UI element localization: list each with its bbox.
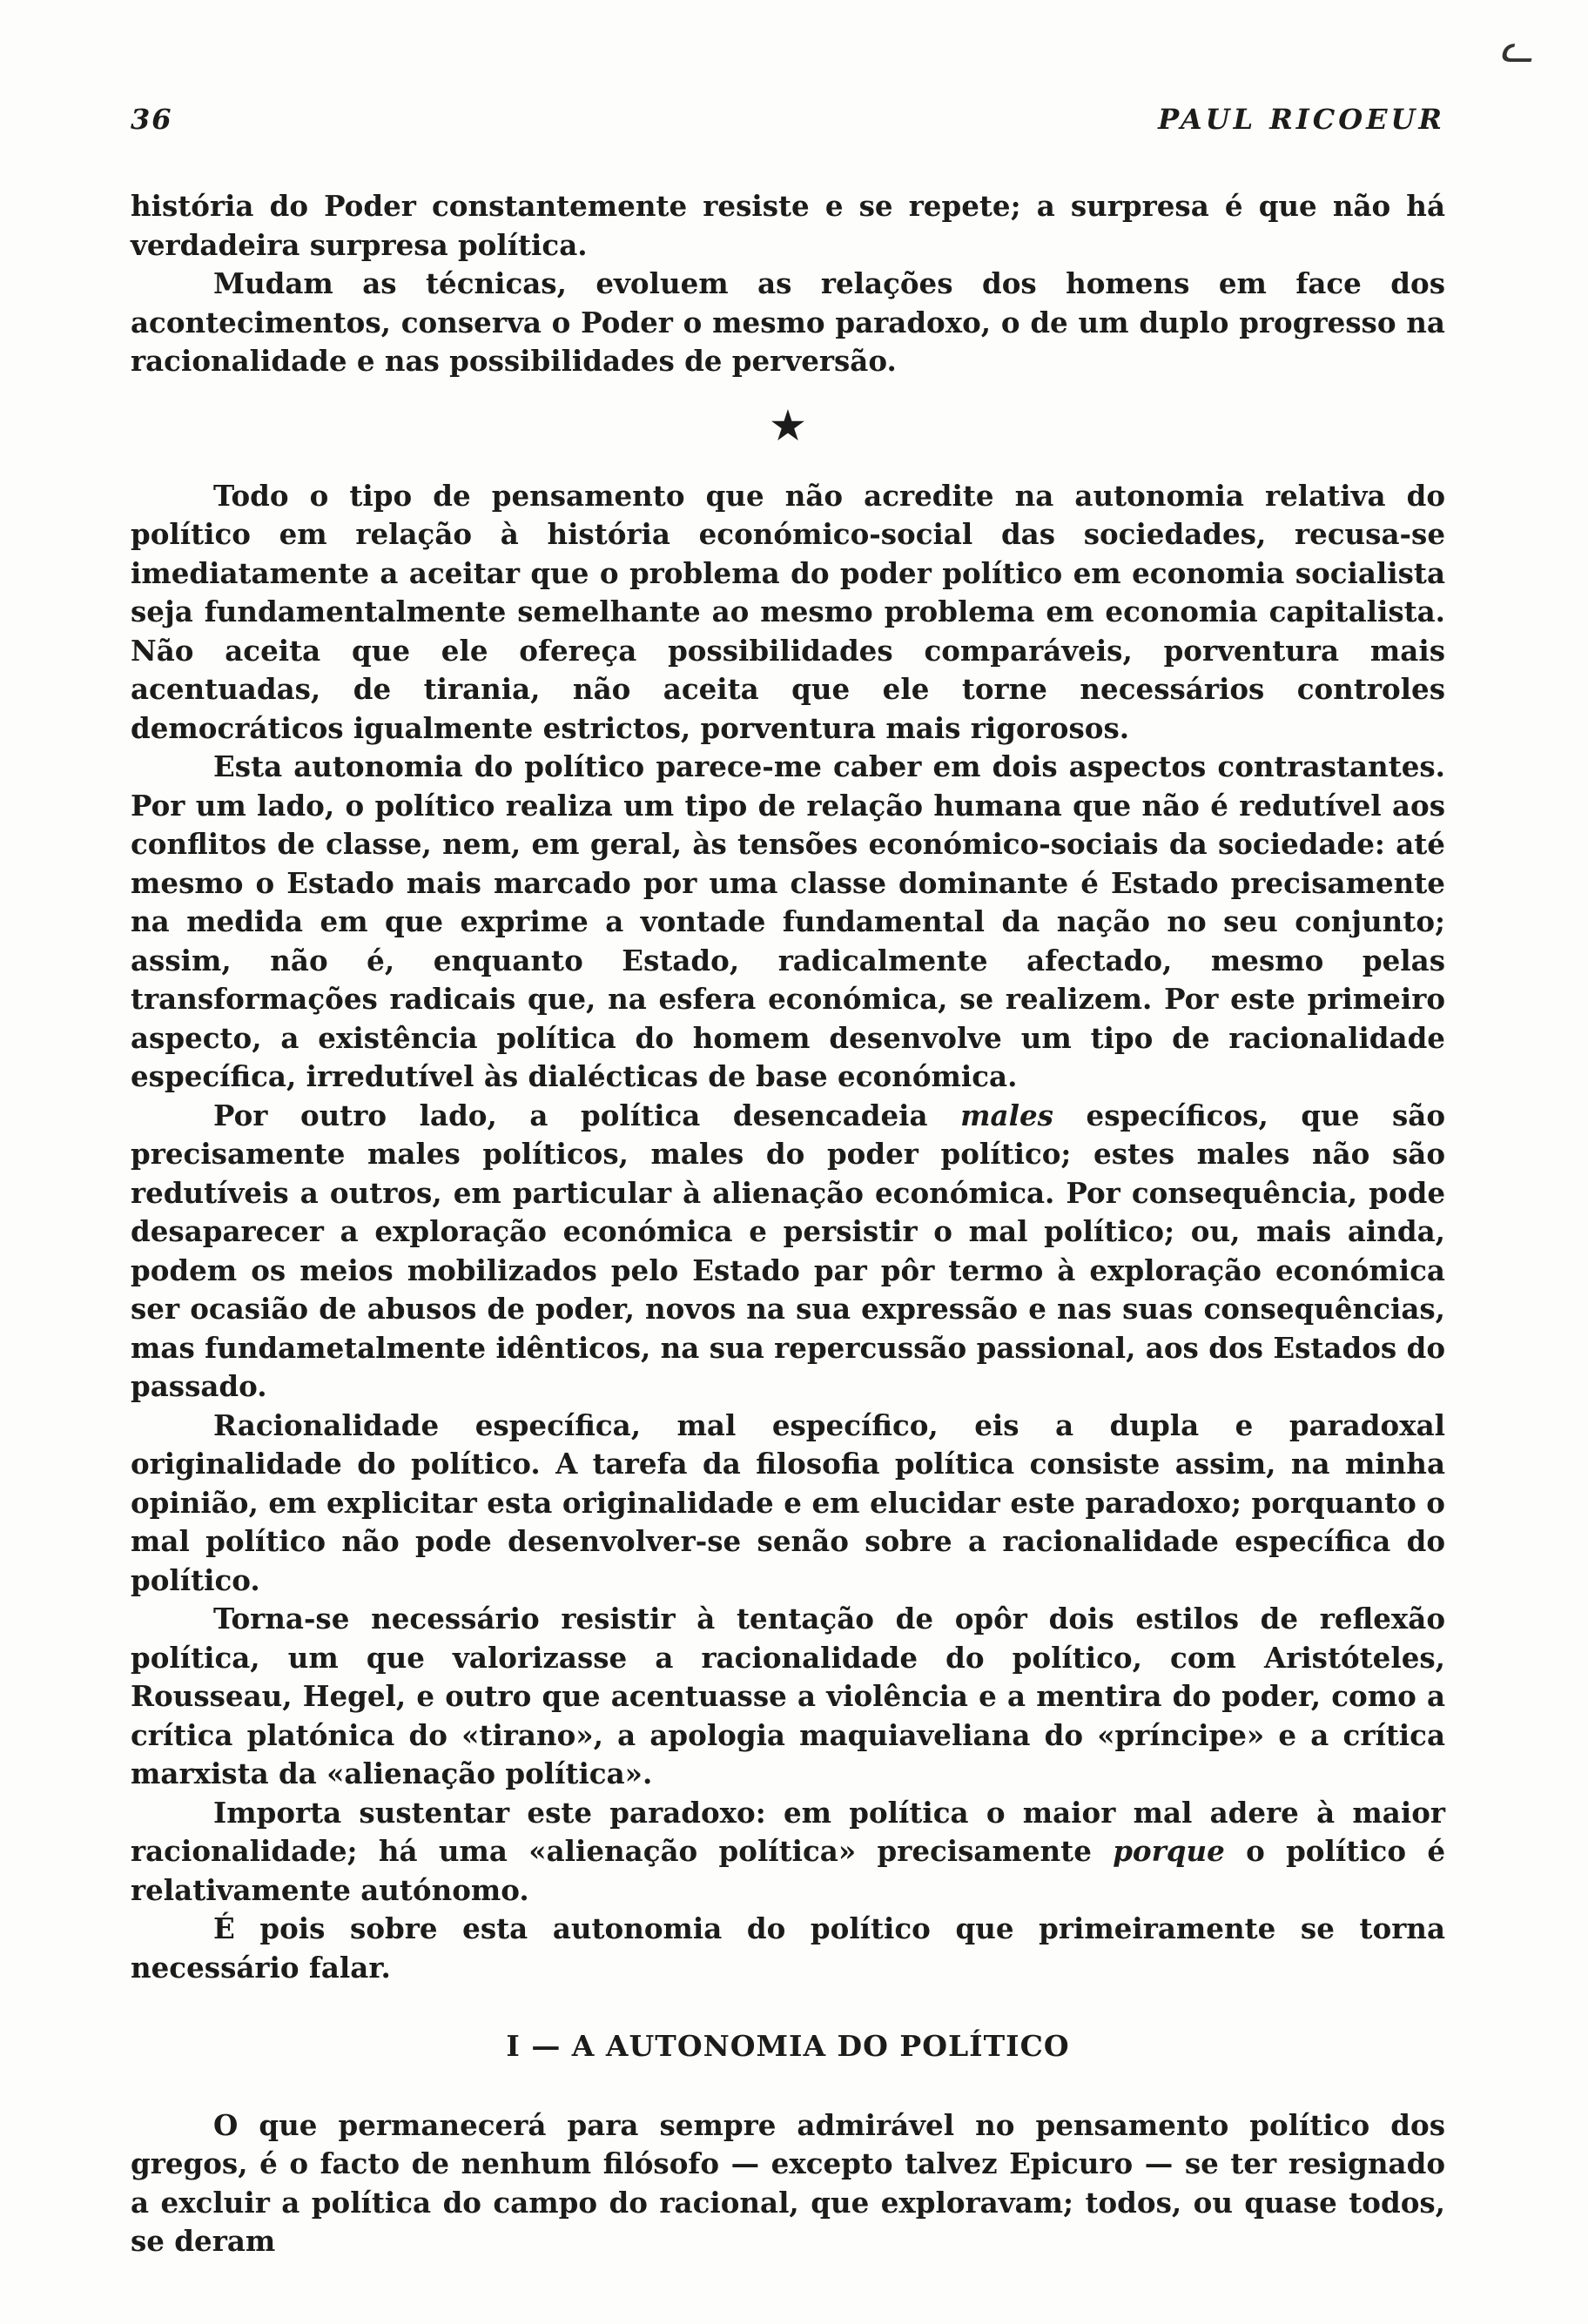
- handwritten-corner-mark: ᓚ: [1499, 24, 1534, 71]
- paragraph: O que permanecerá para sempre admirável no pensamento político dos gregos, é o facto de nenhum filósofo — excepto talvez Epicuro — se ter resignado a excluir a política do campo do racional, que exploravam; todos, ou quase todos, se deram: [131, 2107, 1445, 2258]
- paragraph: [131, 1097, 1445, 1407]
- text-run: o político é relativamente autónomo.: [131, 1834, 1445, 1907]
- paragraph: [131, 1794, 1445, 1911]
- page-header: [131, 103, 1445, 146]
- text-run: Importa sustentar este paradoxo: em política o maior mal adere à maior racionalidade; há uma «alienação política» precisamente: [131, 1795, 1445, 1868]
- paragraph: Mudam as técnicas, evoluem as relações dos homens em face dos acontecimentos, conserva o Poder o mesmo paradoxo, o de um duplo progresso na racionalidade e nas possibilidades de perversão.: [131, 266, 1445, 378]
- running-head-author: PAUL RICOEUR: [1158, 103, 1445, 136]
- text-run: específicos, que são precisamente males políticos, males do poder político; estes males não são redutíveis a outros, em particular à alienação económica. Por consequência, pode desaparecer a exploração económica e persistir o mal político; ou, mais ainda, podem os meios mobilizados pelo Estado par pôr termo à exploração económica ser ocasião de abusos de poder, novos na sua expressão e nas suas consequências, mas fundametalmente idênticos, na sua repercussão passional, aos dos Estados do passado.: [131, 1098, 1446, 1403]
- body-text: [131, 187, 1445, 2261]
- section-heading: I — A AUTONOMIA DO POLÍTICO: [506, 2029, 1070, 2063]
- star-separator-icon: ★: [770, 403, 805, 448]
- page-number: 36: [131, 103, 173, 136]
- paragraph: Racionalidade específica, mal específico, eis a dupla e paradoxal originalidade do político. A tarefa da filosofia política consiste assim, na minha opinião, em explicitar esta originalidade e em elucidar este paradoxo; porquanto o mal político não pode desenvolver-se senão sobre a racionalidade específica do político.: [131, 1407, 1445, 1597]
- paragraph-continued: história do Poder constantemente resiste e se repete; a surpresa é que não há verdadeira surpresa política.: [131, 189, 1445, 262]
- paragraph: Esta autonomia do político parece-me caber em dois aspectos contrastantes. Por um lado, o político realiza um tipo de relação humana que não é redutível aos conflitos de classe, nem, em geral, às tensões económico-sociais da sociedade: até mesmo o Estado mais marcado por uma classe dominante é Estado precisamente na medida em que exprime a vontade fundamental da nação no seu conjunto; assim, não é, enquanto Estado, radicalmente afectado, mesmo pelas transformações radicais que, na esfera económica, se realizem. Por este primeiro aspecto, a existência política do homem desenvolve um tipo de racionalidade específica, irredutível às dialécticas de base económica.: [131, 749, 1445, 1093]
- italic-word: porque: [1113, 1834, 1225, 1868]
- text-run: Por outro lado, a política desencadeia: [213, 1098, 961, 1132]
- italic-word: males: [960, 1098, 1053, 1132]
- paragraph: Todo o tipo de pensamento que não acredite na autonomia relativa do político em relação à história económico-social das sociedades, recusa-se imediatamente a aceitar que o problema do poder político em economia socialista seja fundamentalmente semelhante ao mesmo problema em economia capitalista. Não aceita que ele ofereça possibilidades comparáveis, porventura mais acentuadas, de tirania, não aceita que ele torne necessários controles democráticos igualmente estrictos, porventura mais rigorosos.: [131, 478, 1445, 745]
- paragraph: É pois sobre esta autonomia do político que primeiramente se torna necessário falar.: [131, 1911, 1445, 1985]
- paragraph: Torna-se necessário resistir à tentação de opôr dois estilos de reflexão política, um que valorizasse a racionalidade do político, com Aristóteles, Rousseau, Hegel, e outro que acentuasse a violência e a mentira do poder, como a crítica platónica do «tirano», a apologia maquiaveliana do «príncipe» e a crítica marxista da «alienação política».: [131, 1602, 1445, 1790]
